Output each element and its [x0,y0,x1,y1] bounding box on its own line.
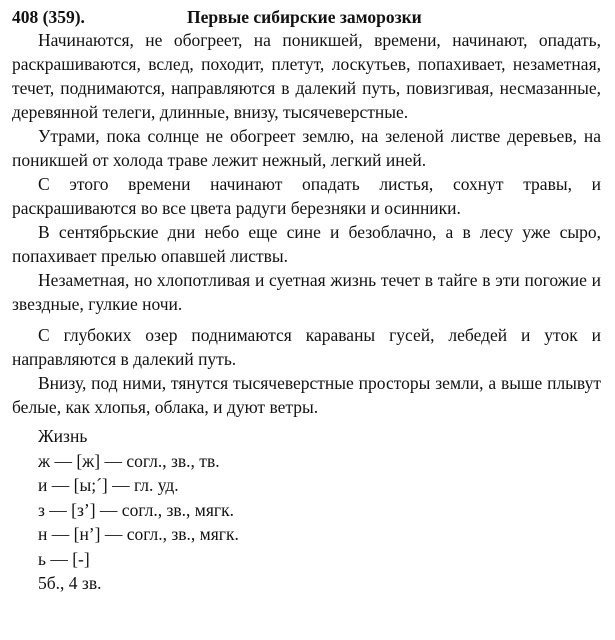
exercise-text [12,28,601,419]
exercise-heading [12,6,601,28]
analysis-row: и — [ы;´] — гл. уд. [38,475,179,495]
text-paragraph: Незаметная, но хлопотливая и суетная жизнь течет в тайге в эти погожие и звездные, гулкие ночи. [12,270,601,314]
text-paragraph: Утрами, пока солнце не обогреет землю, на зеленой листве деревьев, на поникшей от холода траве лежит нежный, легкий иней. [12,126,601,170]
exercise-number: 408 (359). [12,7,85,27]
text-paragraph: Внизу, под ними, тянутся тысячеверстные просторы земли, а выше плывут белые, как хлопья, облака, и дуют ветры. [12,373,601,417]
phonetic-analysis [12,424,601,596]
analysis-row: ь — [-] [38,548,90,569]
text-paragraph: С глубоких озер поднимаются караваны гусей, лебедей и уток и направляются в далекий путь. [12,325,601,369]
analysis-row: н — [н’] — согл., зв., мягк. [38,524,239,544]
analysis-row: ж — [ж] — согл., зв., тв. [38,450,220,471]
text-paragraph: В сентябрьские дни небо еще сине и безоблачно, а в лесу уже сыро, попахивает прелью опавшей листвы. [12,222,601,266]
exercise-title: Первые сибирские заморозки [187,7,422,27]
analysis-row: з — [з’] — согл., зв., мягк. [38,499,234,520]
analysis-word: Жизнь [38,426,88,446]
word-list-paragraph: Начинаются, не обогреет, на поникшей, времени, начинают, опадать, раскрашиваются, вслед, походит, плетут, лоскутьев, попахивает, незаметная, течет, поднимаются, направляются в далекий путь, повизгивая, несмазанные, деревянной телеги, длинные, внизу, тысячеверстные. [12,30,601,122]
analysis-summary: 5б., 4 зв. [38,573,102,593]
text-paragraph: С этого времени начинают опадать листья, сохнут травы, и раскрашиваются во все цвета радуги березняки и осинники. [12,174,601,218]
